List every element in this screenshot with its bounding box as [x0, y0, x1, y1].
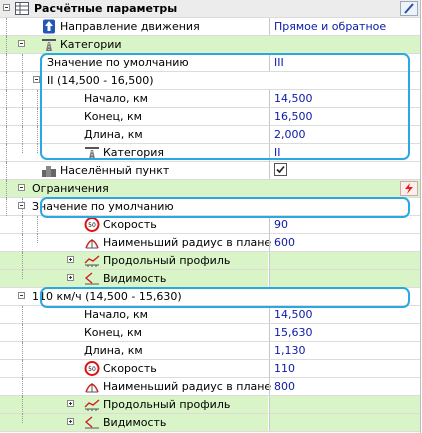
- row-label: Направление движения: [60, 20, 200, 33]
- edit-button[interactable]: [400, 1, 418, 16]
- lightning-icon: [401, 182, 417, 195]
- road-category-icon: [41, 37, 57, 52]
- buildings-icon: [41, 163, 57, 178]
- collapse-toggle[interactable]: [18, 292, 25, 299]
- row-label: Видимость: [103, 272, 167, 285]
- row-label: Скорость: [103, 218, 157, 231]
- speed-sign-text: 50: [88, 366, 96, 373]
- range2-end-value[interactable]: 15,630: [274, 326, 313, 339]
- expand-toggle[interactable]: [67, 274, 74, 281]
- settlement-checkbox[interactable]: [274, 163, 287, 176]
- row-range-110[interactable]: [0, 288, 421, 306]
- row-label: Длина, км: [84, 344, 143, 357]
- collapse-toggle[interactable]: [18, 202, 25, 209]
- visibility-icon: [84, 415, 100, 430]
- visibility-icon: [84, 271, 100, 286]
- row-label: Скорость: [103, 362, 157, 375]
- row-category-length[interactable]: [0, 126, 421, 144]
- row-label: Населённый пункт: [60, 164, 170, 177]
- row-label: Продольный профиль: [103, 254, 231, 267]
- row-label: Конец, км: [84, 326, 142, 339]
- row-direction[interactable]: [0, 18, 421, 36]
- collapse-toggle[interactable]: [18, 184, 25, 191]
- row-label: Начало, км: [84, 92, 148, 105]
- group-categories[interactable]: [0, 36, 421, 54]
- row-range2-visibility[interactable]: [0, 414, 421, 432]
- expand-toggle[interactable]: [67, 256, 74, 263]
- limits-radius-value[interactable]: 600: [274, 236, 295, 249]
- range2-start-value[interactable]: 14,500: [274, 308, 313, 321]
- collapse-toggle[interactable]: [18, 40, 25, 47]
- row-category-end[interactable]: [0, 108, 421, 126]
- row-limits-profile[interactable]: [0, 252, 421, 270]
- speed-sign-icon: [84, 361, 100, 376]
- row-label: Конец, км: [84, 110, 142, 123]
- collapse-toggle[interactable]: [3, 4, 10, 11]
- speed-sign-text: 50: [88, 222, 96, 229]
- row-limits-visibility[interactable]: [0, 270, 421, 288]
- grid-right-border: [420, 0, 421, 433]
- row-category-range[interactable]: [0, 72, 421, 90]
- row-label: Категории: [60, 38, 122, 51]
- row-range2-profile[interactable]: [0, 396, 421, 414]
- row-label: Начало, км: [84, 308, 148, 321]
- table-icon: [14, 1, 30, 16]
- lightning-button[interactable]: [400, 181, 418, 196]
- row-label: 110 км/ч (14,500 - 15,630): [32, 290, 182, 303]
- curve-radius-icon: [84, 235, 100, 250]
- row-label: Значение по умолчанию: [47, 56, 189, 69]
- row-range2-speed[interactable]: [0, 360, 421, 378]
- profile-icon: [84, 397, 100, 412]
- expand-toggle[interactable]: [67, 418, 74, 425]
- direction-arrow-icon: [41, 19, 57, 34]
- category-category-value[interactable]: II: [274, 146, 281, 159]
- section-title: Расчётные параметры: [34, 2, 178, 15]
- range2-speed-value[interactable]: 110: [274, 362, 295, 375]
- category-length-value[interactable]: 2,000: [274, 128, 306, 141]
- row-label: Категория: [103, 146, 164, 159]
- collapse-toggle[interactable]: [33, 76, 40, 83]
- row-category-start[interactable]: [0, 90, 421, 108]
- profile-icon: [84, 253, 100, 268]
- row-label: Наименьший радиус в плане: [103, 380, 272, 393]
- row-settlement[interactable]: [0, 162, 421, 180]
- category-end-value[interactable]: 16,500: [274, 110, 313, 123]
- row-label: Наименьший радиус в плане: [103, 236, 272, 249]
- row-limits-speed[interactable]: [0, 216, 421, 234]
- row-label: Значение по умолчанию: [32, 200, 174, 213]
- row-range2-radius[interactable]: [0, 378, 421, 396]
- checkmark-icon: [275, 164, 286, 175]
- limits-speed-value[interactable]: 90: [274, 218, 288, 231]
- section-header-design-params[interactable]: [0, 0, 421, 18]
- curve-radius-icon: [84, 379, 100, 394]
- row-label: II (14,500 - 16,500): [47, 74, 154, 87]
- row-category-default[interactable]: [0, 54, 421, 72]
- expand-toggle[interactable]: [67, 400, 74, 407]
- row-range2-end[interactable]: [0, 324, 421, 342]
- row-range2-start[interactable]: [0, 306, 421, 324]
- row-label: Ограничения: [32, 182, 109, 195]
- category-start-value[interactable]: 14,500: [274, 92, 313, 105]
- speed-sign-icon: [84, 217, 100, 232]
- range2-length-value[interactable]: 1,130: [274, 344, 306, 357]
- row-label: Видимость: [103, 416, 167, 429]
- road-category-icon: [84, 145, 100, 160]
- row-category-category[interactable]: [0, 144, 421, 162]
- range2-radius-value[interactable]: 800: [274, 380, 295, 393]
- row-range2-length[interactable]: [0, 342, 421, 360]
- direction-value[interactable]: Прямое и обратное: [274, 20, 387, 33]
- row-label: Длина, км: [84, 128, 143, 141]
- row-label: Продольный профиль: [103, 398, 231, 411]
- pencil-icon: [401, 2, 417, 15]
- row-limits-default[interactable]: [0, 198, 421, 216]
- category-default-value[interactable]: III: [274, 56, 284, 69]
- row-limits-radius[interactable]: [0, 234, 421, 252]
- group-limits[interactable]: [0, 180, 421, 198]
